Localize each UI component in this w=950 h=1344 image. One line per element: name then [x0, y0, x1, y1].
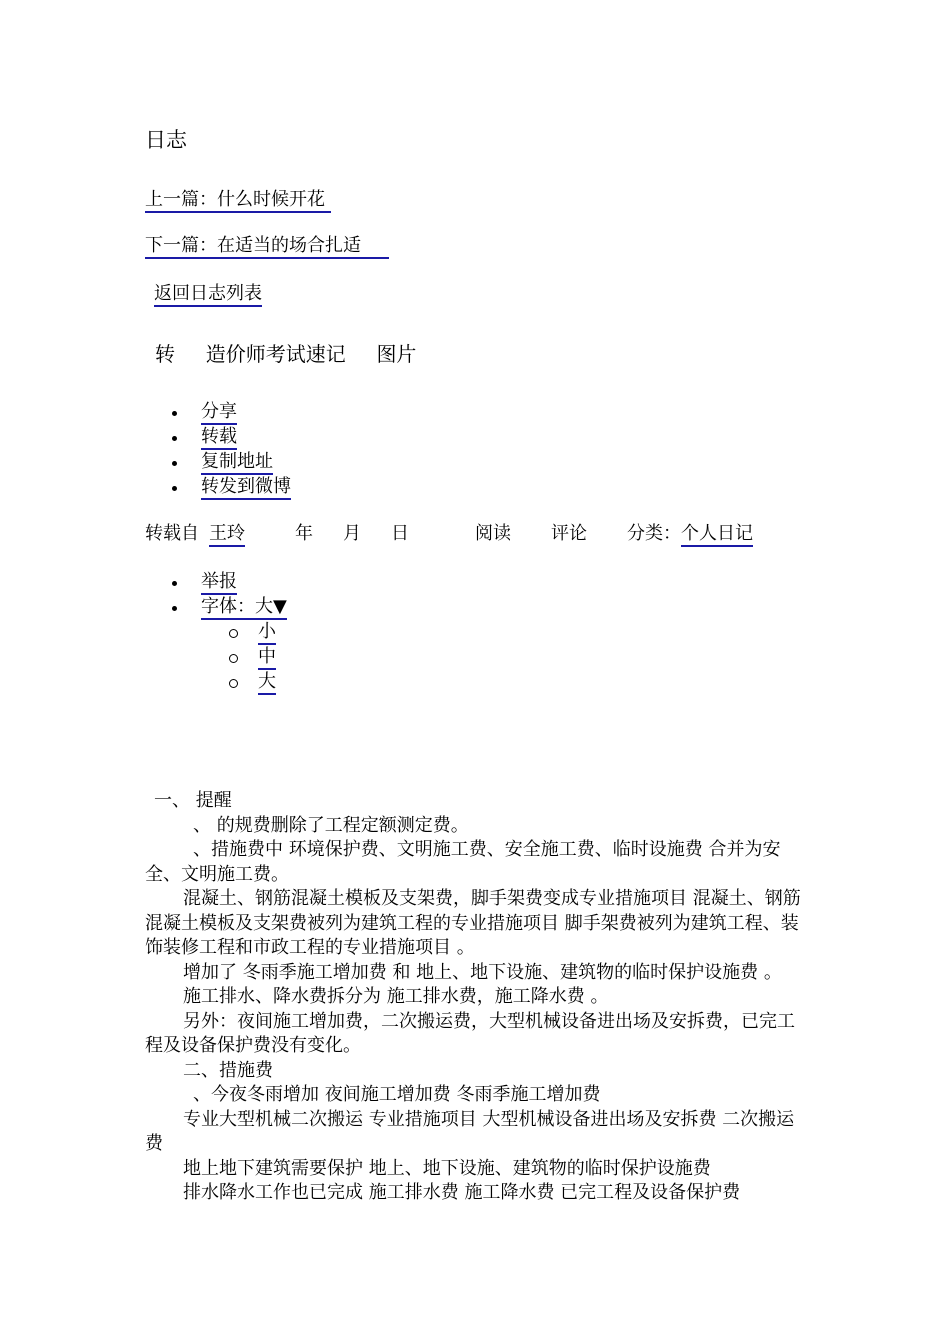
font-size-dropdown[interactable]: 字体：大▼	[201, 597, 287, 620]
bullet-icon	[172, 436, 177, 441]
list-item	[201, 475, 291, 500]
prev-post-link[interactable]: 上一篇：什么时候开花	[145, 190, 331, 213]
source-label: 转载自	[145, 523, 199, 544]
body-paragraph: 、措施费中 环境保护费、文明施工费、安全施工费、临时设施费 合并为安全、文明施工费。	[145, 839, 781, 885]
day-label: 日	[391, 523, 409, 544]
copy-address-link[interactable]: 复制地址	[201, 452, 273, 475]
body-paragraph: 排水降水工作也已完成 施工排水费 施工降水费 已完工程及设备保护费	[183, 1182, 741, 1203]
list-item	[201, 450, 291, 475]
article-title	[155, 338, 416, 367]
section-heading: 二、措施费	[183, 1059, 273, 1081]
category-label: 分类：	[627, 523, 681, 544]
body-line: 、 的规费删除了工程定额测定费。	[193, 814, 469, 836]
section-heading: 一、 提醒	[154, 790, 232, 811]
body-paragraph: 增加了 冬雨季施工增加费 和 地上、地下设施、建筑物的临时保护设施费 。	[183, 961, 782, 983]
circle-bullet-icon	[229, 629, 238, 638]
bullet-icon	[172, 461, 177, 466]
list-item	[201, 595, 287, 620]
article-title-main: 造价师考试速记	[205, 342, 346, 366]
action-list	[201, 400, 291, 500]
font-small-option[interactable]: 小	[258, 622, 276, 645]
list-item	[258, 670, 276, 695]
article-body	[145, 789, 809, 1206]
category-link[interactable]: 个人日记	[681, 524, 753, 547]
body-paragraph: 施工排水、降水费拆分为 施工排水费，施工降水费 。	[183, 986, 609, 1007]
list-item	[201, 425, 291, 450]
author-link[interactable]: 王玲	[209, 524, 245, 547]
comment-count-label: 评论	[551, 523, 587, 544]
body-paragraph: 混凝土、钢筋混凝土模板及支架费，脚手架费变成专业措施项目 混凝土、钢筋混凝土模板及支架费被列为建筑工程的专业措施项目 脚手架费被列为建筑工程、装饰装修工程和市政工程的专业措施项目 。	[145, 888, 801, 958]
forward-weibo-link[interactable]: 转发到微博	[201, 477, 291, 500]
month-label: 月	[343, 523, 361, 544]
list-item	[201, 400, 291, 425]
bullet-icon	[172, 606, 177, 611]
circle-bullet-icon	[229, 654, 238, 663]
body-paragraph: 地上地下建筑需要保护 地上、地下设施、建筑物的临时保护设施费	[183, 1157, 711, 1179]
font-large-option[interactable]: 大	[258, 672, 276, 695]
font-medium-option[interactable]: 中	[258, 647, 276, 670]
body-paragraph: 专业大型机械二次搬运 专业措施项目 大型机械设备进出场及安拆费 二次搬运费	[145, 1108, 795, 1154]
read-count-label: 阅读	[475, 523, 511, 544]
article-title-prefix: 转	[155, 342, 175, 366]
bullet-icon	[172, 581, 177, 586]
repost-link[interactable]: 转载	[201, 427, 237, 450]
article-title-suffix: 图片	[376, 342, 417, 366]
list-item	[201, 570, 287, 595]
share-link[interactable]: 分享	[201, 402, 237, 425]
post-meta	[145, 522, 753, 547]
page-title: 日志	[145, 128, 187, 152]
list-item	[258, 620, 276, 645]
bullet-icon	[172, 411, 177, 416]
report-link[interactable]: 举报	[201, 572, 237, 595]
year-label: 年	[295, 523, 313, 544]
body-paragraph: 另外：夜间施工增加费，二次搬运费，大型机械设备进出场及安拆费，已完工程及设备保护费没有变化。	[145, 1010, 795, 1056]
next-post-link[interactable]: 下一篇：在适当的场合扎适	[145, 236, 389, 259]
bullet-icon	[172, 486, 177, 491]
body-paragraph: 、今夜冬雨增加 夜间施工增加费 冬雨季施工增加费	[193, 1084, 601, 1105]
list-item	[258, 645, 276, 670]
back-to-list-link[interactable]: 返回日志列表	[154, 284, 262, 307]
circle-bullet-icon	[229, 679, 238, 688]
font-size-options	[258, 620, 276, 695]
tools-list	[201, 570, 287, 620]
